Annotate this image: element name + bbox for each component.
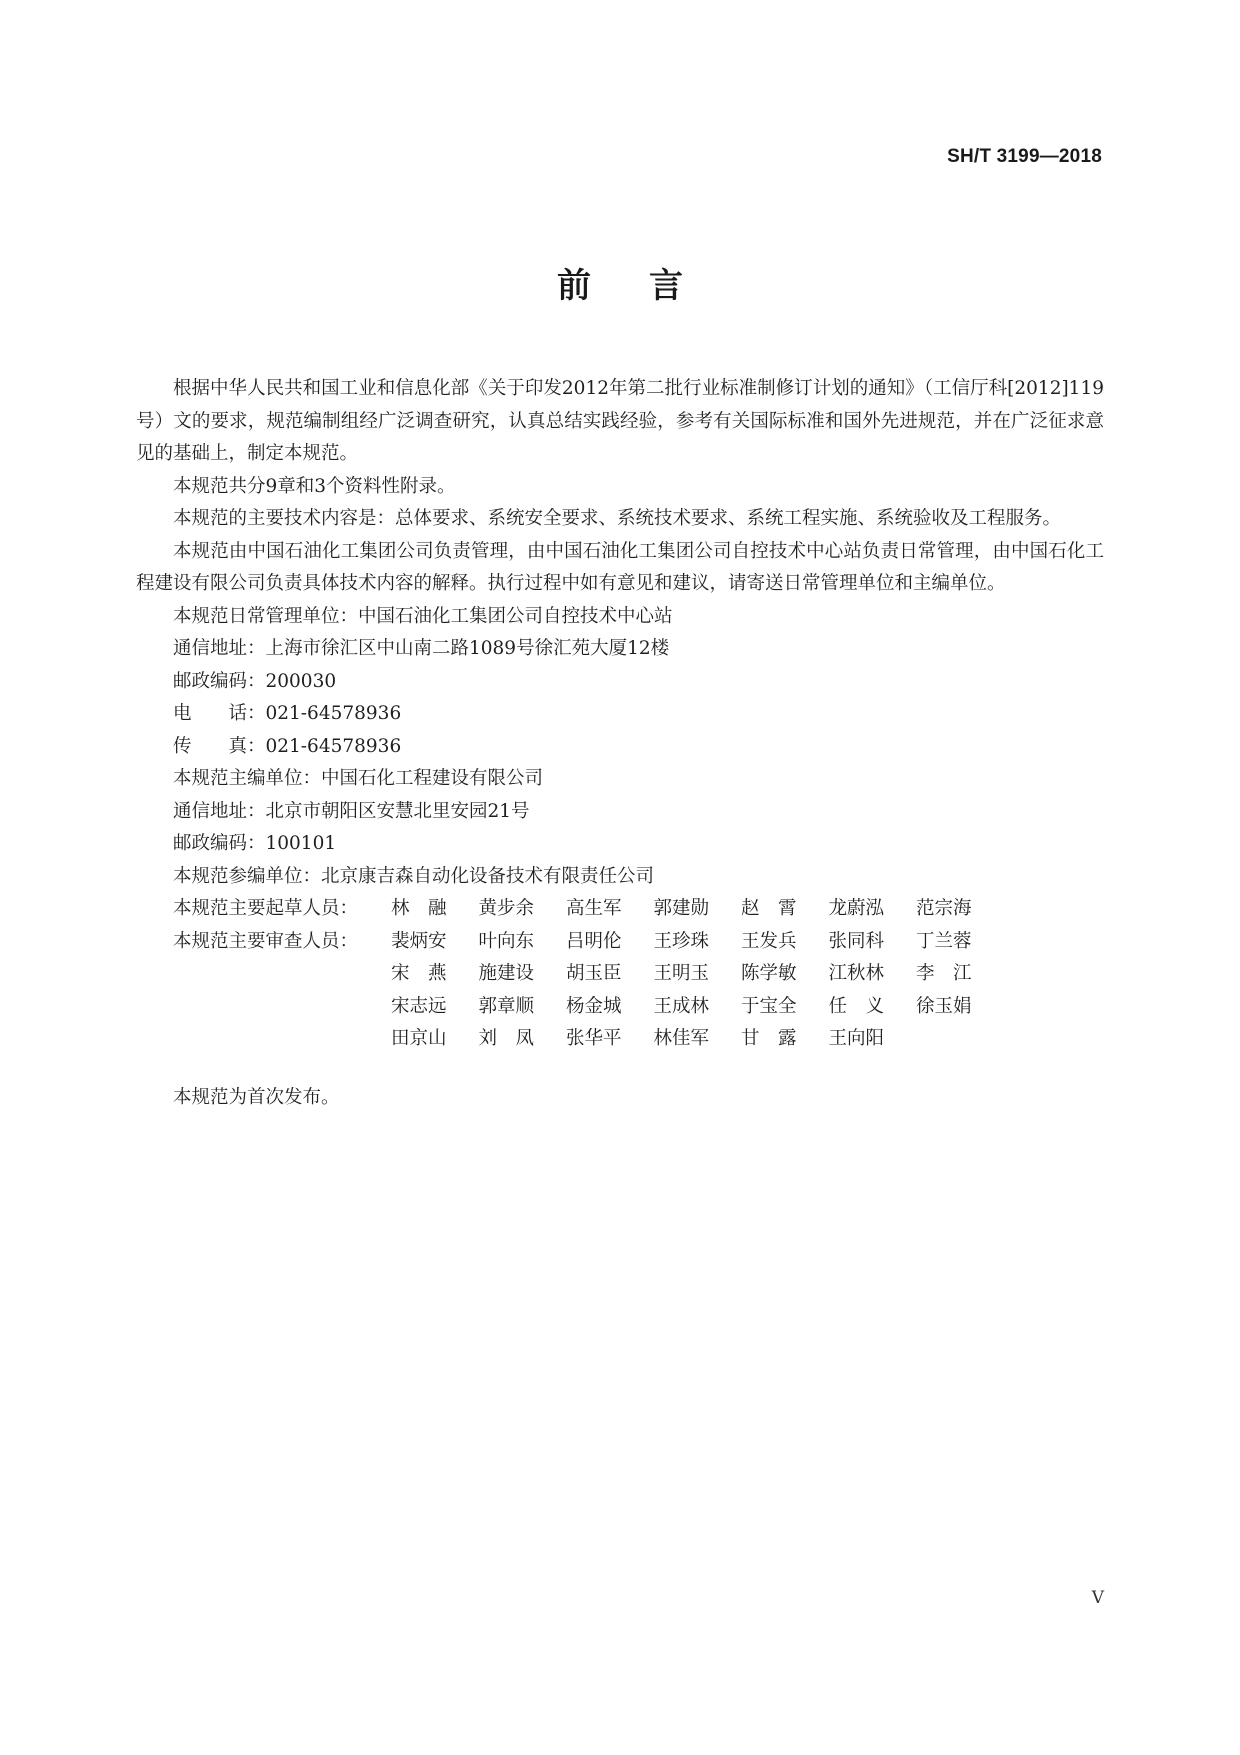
- contact-line: 本规范主编单位：中国石化工程建设有限公司: [173, 768, 544, 789]
- standard-code: SH/T 3199—2018: [947, 146, 1102, 167]
- reviewer-name: 王明玉: [653, 963, 710, 984]
- paragraph: 本规范共分9章和3个资料性附录。: [173, 475, 456, 497]
- contact-line: 电 话：021-64578936: [173, 703, 402, 724]
- reviewer-name: 林佳军: [653, 1028, 710, 1049]
- reviewer-name: 王发兵: [741, 930, 797, 952]
- reviewer-name: 甘 露: [741, 1028, 797, 1049]
- contact-line: 邮政编码：100101: [173, 833, 337, 854]
- paragraph: 本规范由中国石油化工集团公司负责管理，由中国石油化工集团公司自控技术中心站负责日常管理，由中国石化工程建设有限公司负责具体技术内容的解释。执行过程中如有意见和建议，请寄送日常管理单位和主编单位。: [136, 540, 1104, 594]
- drafters-label: 本规范主要起草人员：: [173, 898, 359, 919]
- contact-line: 本规范日常管理单位：中国石油化工集团公司自控技术中心站: [173, 605, 673, 627]
- drafter-name: 范宗海: [916, 898, 972, 919]
- reviewer-name: 李 江: [916, 963, 972, 984]
- reviewer-name: 杨金城: [566, 995, 622, 1017]
- reviewer-name: 江秋林: [828, 963, 885, 984]
- page-title: 前言: [557, 266, 741, 306]
- reviewer-name: 宋 燕: [391, 963, 447, 984]
- reviewer-name: 王向阳: [828, 1028, 885, 1049]
- page-number: V: [1091, 1588, 1104, 1608]
- reviewer-name: 吕明伦: [566, 930, 622, 952]
- reviewer-name: 刘 凤: [478, 1028, 535, 1049]
- reviewer-name: 郭章顺: [478, 995, 535, 1017]
- reviewer-name: 任 义: [828, 995, 885, 1017]
- reviewer-name: 田京山: [391, 1028, 447, 1049]
- closing-statement: 本规范为首次发布。: [173, 1086, 340, 1108]
- contact-line: 通信地址：上海市徐汇区中山南二路1089号徐汇苑大厦12楼: [173, 638, 670, 659]
- reviewer-name: 王珍珠: [653, 930, 710, 952]
- reviewer-name: 裴炳安: [391, 930, 447, 952]
- drafter-name: 黄步余: [478, 898, 535, 919]
- paragraph: 根据中华人民共和国工业和信息化部《关于印发2012年第二批行业标准制修订计划的通知》（工信厅科[2012]119号）文的要求，规范编制组经广泛调查研究，认真总结实践经验，参考有关国际标准和国外先进规范，并在广泛征求意见的基础上，制定本规范。: [136, 378, 1104, 464]
- reviewer-name: 胡玉臣: [566, 963, 622, 984]
- drafter-name: 赵 霄: [741, 898, 797, 919]
- paragraph: 本规范的主要技术内容是：总体要求、系统安全要求、系统技术要求、系统工程实施、系统验收及工程服务。: [173, 508, 1062, 529]
- drafter-names: [391, 893, 1081, 926]
- spacer: [136, 1056, 1104, 1082]
- contact-line: 通信地址：北京市朝阳区安慧北里安园21号: [173, 800, 530, 822]
- drafter-name: 龙蔚泓: [828, 898, 885, 919]
- reviewer-name: 王成林: [653, 995, 710, 1017]
- contact-line: 邮政编码：200030: [173, 670, 337, 692]
- drafter-name: 高生军: [566, 898, 622, 919]
- reviewer-name: 张同科: [828, 930, 885, 952]
- contact-line: 本规范参编单位：北京康吉森自动化设备技术有限责任公司: [173, 865, 655, 887]
- reviewer-name: 丁兰蓉: [916, 930, 972, 952]
- contact-line: 传 真：021-64578936: [173, 735, 402, 757]
- reviewer-name: 徐玉娟: [916, 995, 972, 1017]
- reviewers-label: 本规范主要审查人员：: [173, 930, 359, 952]
- reviewer-name: 于宝全: [741, 995, 797, 1017]
- reviewer-name: 张华平: [566, 1028, 622, 1049]
- drafter-name: 林 融: [391, 898, 447, 919]
- reviewer-name: 宋志远: [391, 995, 447, 1017]
- reviewers-list: [136, 926, 1104, 1056]
- drafter-name: 郭建勋: [653, 898, 710, 919]
- document-body: [136, 373, 1104, 1114]
- reviewer-name: 施建设: [478, 963, 535, 984]
- drafters-list: [136, 893, 1104, 926]
- reviewer-name: 陈学敏: [741, 963, 797, 984]
- reviewer-names: [391, 926, 1081, 1056]
- reviewer-name: 叶向东: [478, 930, 535, 952]
